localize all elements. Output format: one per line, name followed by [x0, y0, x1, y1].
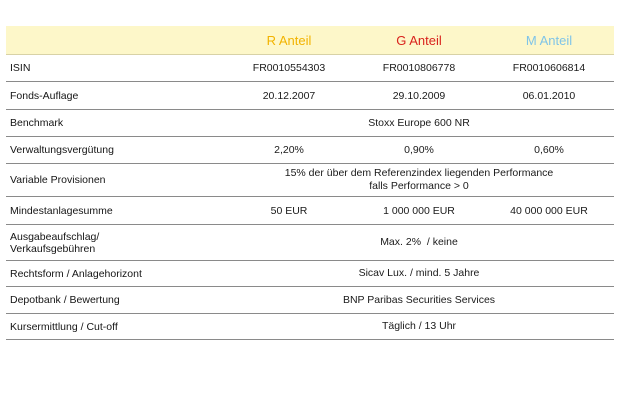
- row-label: Verwaltungsvergütung: [10, 144, 114, 156]
- cell-span: Sicav Lux. / mind. 5 Jahre: [358, 267, 480, 279]
- table-row-isin: [6, 55, 614, 82]
- cell-g: 1 000 000 EUR: [383, 204, 455, 217]
- row-label: Fonds-Auflage: [10, 89, 79, 102]
- cell-r: 2,20%: [274, 144, 304, 156]
- cell-m: FR0010606814: [512, 62, 586, 74]
- cell-r: 50 EUR: [270, 204, 308, 217]
- cell-m: 06.01.2010: [522, 89, 576, 102]
- row-label: Mindestanlagesumme: [10, 204, 113, 217]
- cell-r: 20.12.2007: [262, 89, 316, 102]
- table-row-variable-provisionen: [6, 164, 614, 197]
- span-line-1: 15% der über dem Referenzindex liegenden Performance: [284, 167, 554, 179]
- table-row-ausgabeaufschlag: [6, 225, 614, 261]
- cell-m: 0,60%: [534, 144, 564, 156]
- row-label: ISIN: [10, 62, 31, 74]
- cell-g: 29.10.2009: [392, 89, 446, 102]
- row-label: [6, 231, 224, 255]
- cell-span: Stoxx Europe 600 NR: [368, 116, 470, 129]
- row-label: Kursermittlung / Cut-off: [10, 320, 118, 333]
- row-label: Rechtsform / Anlagehorizont: [10, 267, 142, 280]
- row-label: Variable Provisionen: [10, 174, 106, 186]
- header-g-anteil: G Anteil: [396, 32, 442, 48]
- table-row-benchmark: [6, 110, 614, 137]
- label-line-1: Ausgabeaufschlag/: [10, 230, 100, 243]
- table-row-fonds-auflage: [6, 82, 614, 110]
- table-header-row: [6, 26, 614, 55]
- header-m-anteil: M Anteil: [525, 32, 573, 48]
- cell-span: [224, 167, 614, 193]
- cell-span: BNP Paribas Securities Services: [342, 293, 496, 306]
- table-row-kursermittlung: [6, 314, 614, 340]
- cell-m: 40 000 000 EUR: [510, 204, 588, 217]
- row-label: Depotbank / Bewertung: [10, 294, 120, 306]
- row-label: Benchmark: [10, 117, 64, 129]
- table-row-verwaltungsverguetung: [6, 137, 614, 164]
- label-line-2: Verkaufsgebühren: [10, 242, 96, 255]
- span-line-2: falls Performance > 0: [369, 180, 469, 192]
- cell-r: FR0010554303: [252, 62, 326, 74]
- table-row-rechtsform: [6, 261, 614, 287]
- cell-span: Max. 2% / keine: [380, 236, 458, 248]
- fund-share-class-table: [6, 26, 614, 340]
- cell-g: FR0010806778: [382, 62, 456, 74]
- table-row-mindestanlagesumme: [6, 197, 614, 225]
- table-row-depotbank: [6, 287, 614, 314]
- cell-g: 0,90%: [404, 144, 434, 156]
- header-r-anteil: R Anteil: [266, 32, 312, 48]
- cell-span: Täglich / 13 Uhr: [381, 320, 457, 332]
